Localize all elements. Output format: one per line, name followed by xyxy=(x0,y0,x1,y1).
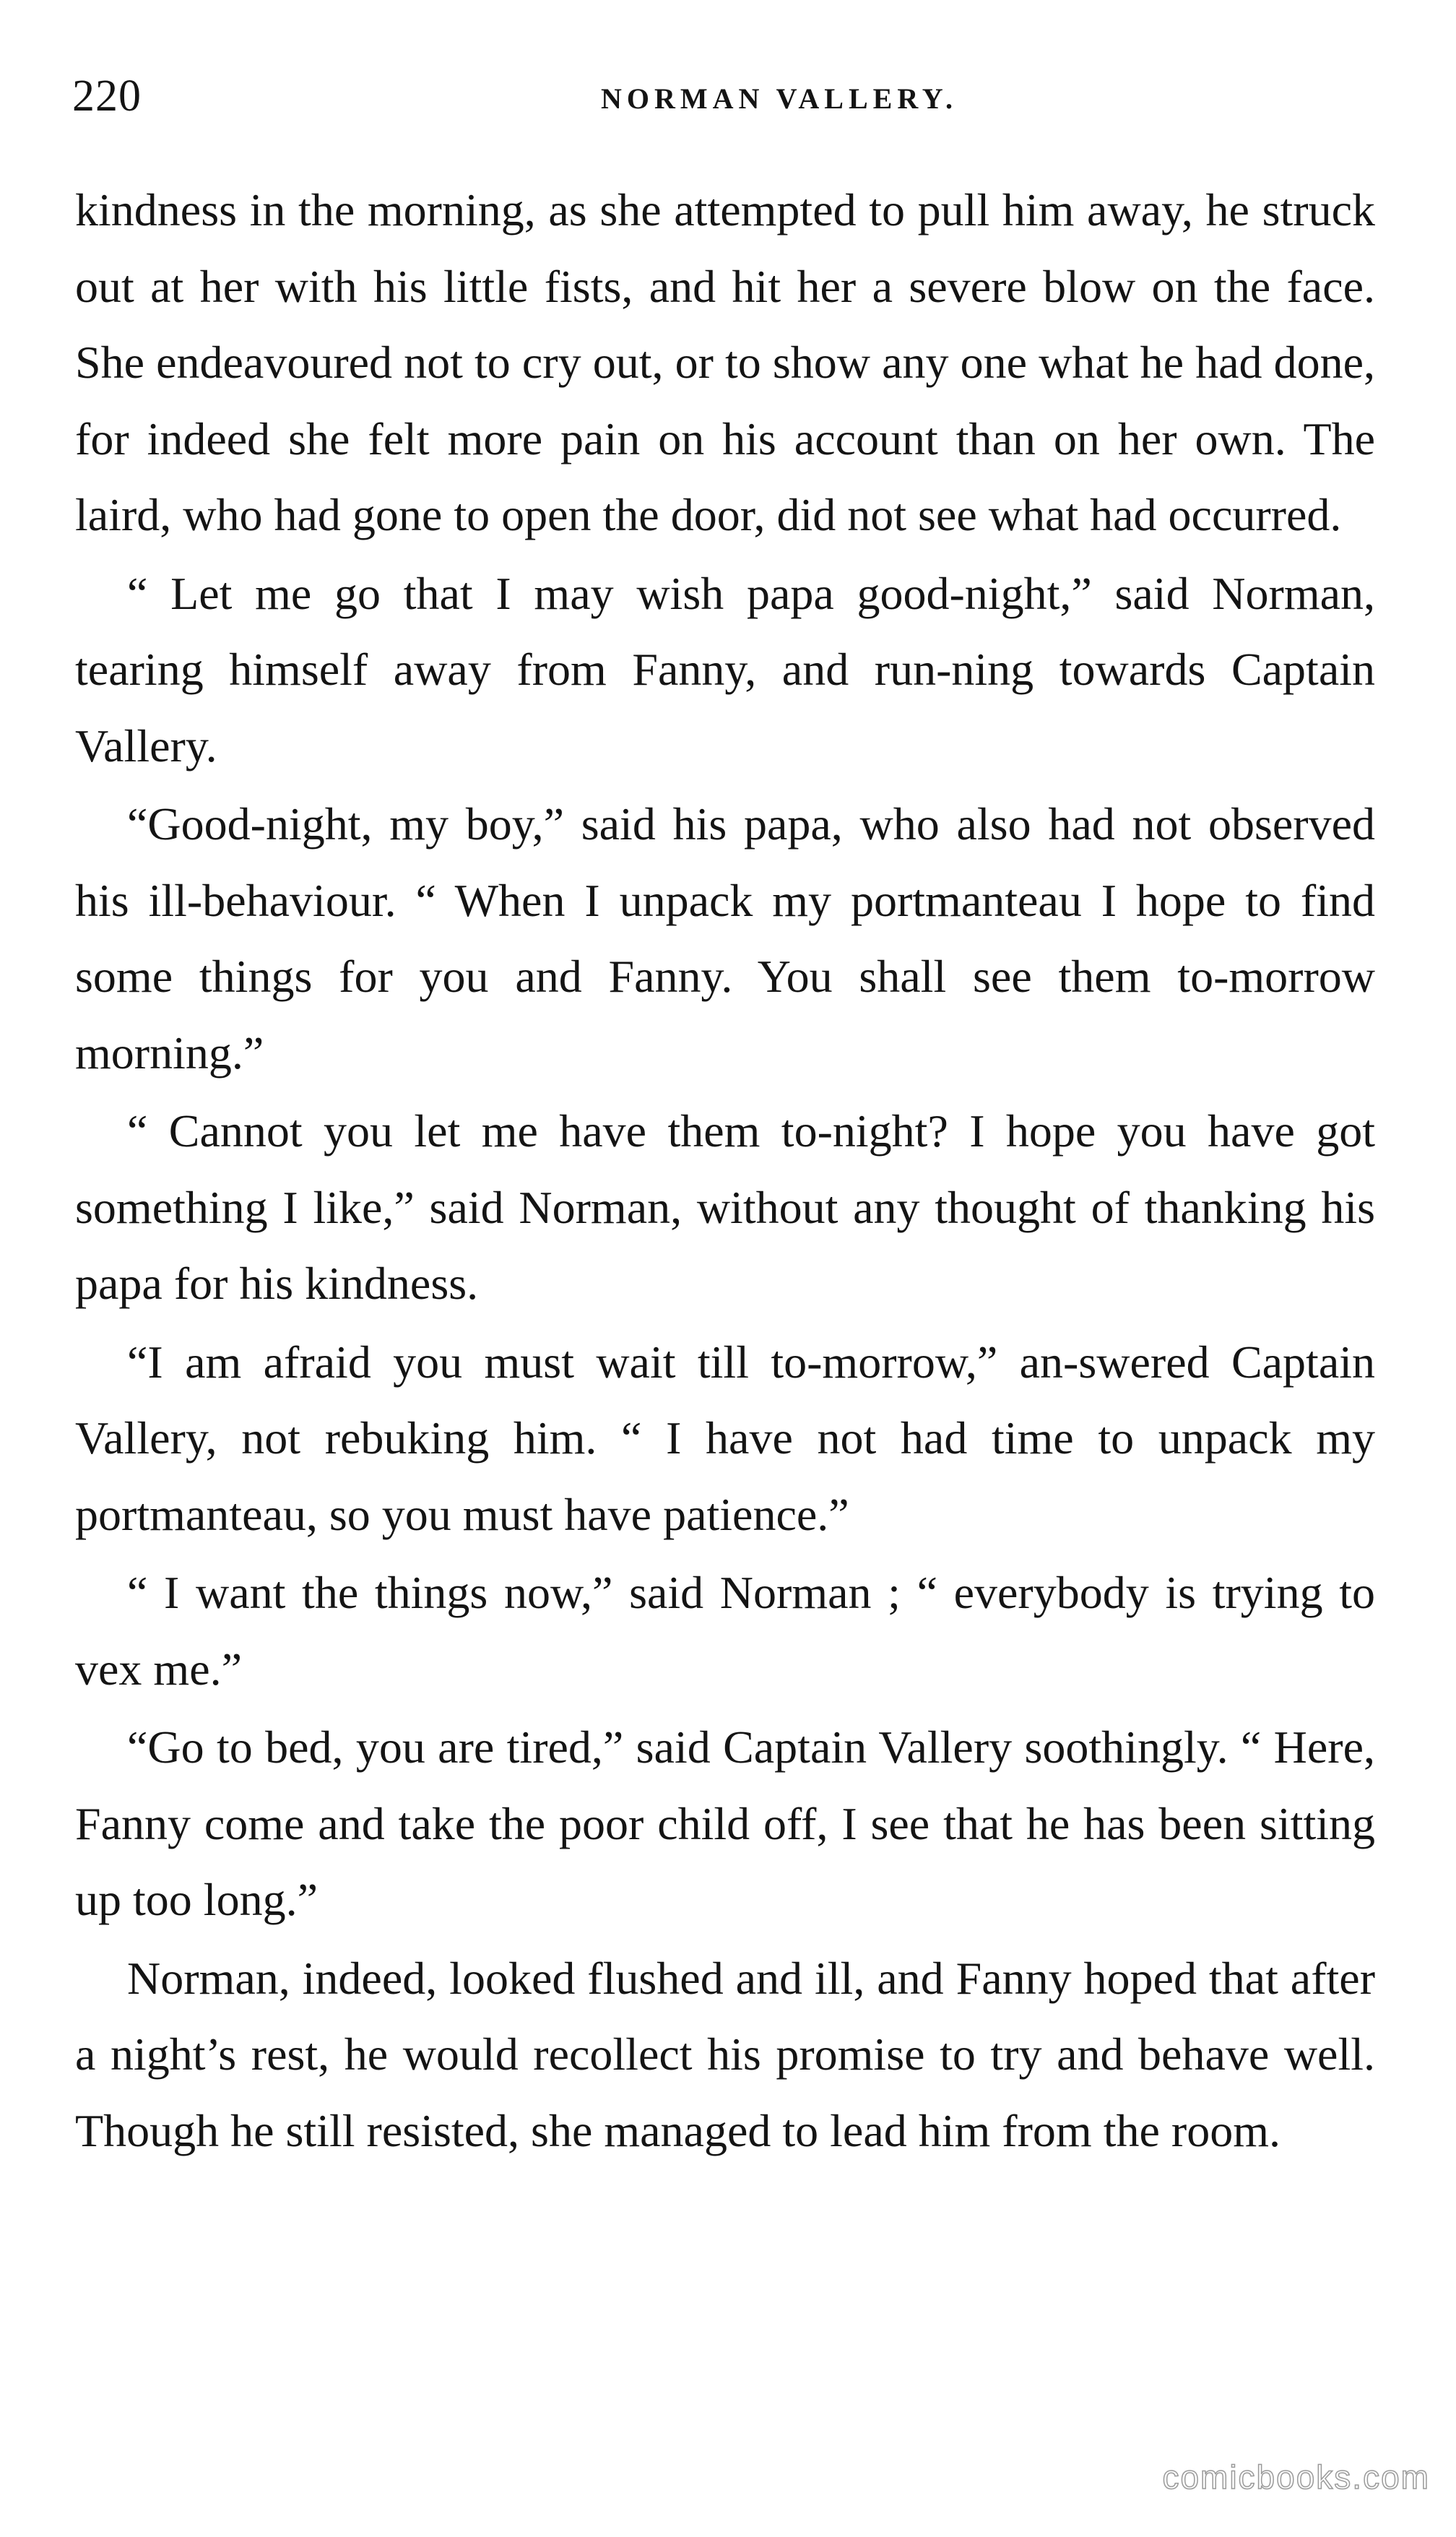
watermark: comicbooks.com xyxy=(1162,2458,1430,2496)
paragraph-8: Norman, indeed, looked flushed and ill, and Fanny hoped that after a night’s rest, he would recollect his promise to try and behave well. Though he still resisted, she managed to lead him from the room. xyxy=(75,1952,1375,2156)
running-title: NORMAN VALLERY. xyxy=(600,82,958,115)
paragraph-6: “ I want the things now,” said Norman ; “ everybody is trying to vex me.” xyxy=(75,1567,1375,1695)
body-text xyxy=(75,172,1375,2169)
page-number: 220 xyxy=(72,72,142,121)
paragraph-4: “ Cannot you let me have them to-night? I hope you have got something I like,” said Norman, without any thought of thanking his papa for his kindness. xyxy=(75,1105,1375,1309)
paragraph-1: kindness in the morning, as she attempted to pull him away, he struck out at her with his little fists, and hit her a severe blow on the face. She endeavoured not to cry out, or to show any one what he had done, for indeed she felt more pain on his account than on her own. The laird, who had gone to open the door, did not see what had occurred. xyxy=(75,184,1375,540)
running-head xyxy=(72,64,1378,129)
paragraph-2: “ Let me go that I may wish papa good-night,” said Norman, tearing himself away from Fanny, and run-ning towards Captain Vallery. xyxy=(75,567,1375,772)
paragraph-7: “Go to bed, you are tired,” said Captain Vallery soothingly. “ Here, Fanny come and take the poor child off, I see that he has been sitting up too long.” xyxy=(75,1721,1375,1925)
paragraph-3: “Good-night, my boy,” said his papa, who also had not observed his ill-behaviour. “ When I unpack my portmanteau I hope to find some things for you and Fanny. You shall see them to-morrow morning.” xyxy=(75,798,1375,1079)
paragraph-5: “I am afraid you must wait till to-morrow,” an-swered Captain Vallery, not rebuking him. “ I have not had time to unpack my portmanteau, so you must have patience.” xyxy=(75,1336,1375,1540)
